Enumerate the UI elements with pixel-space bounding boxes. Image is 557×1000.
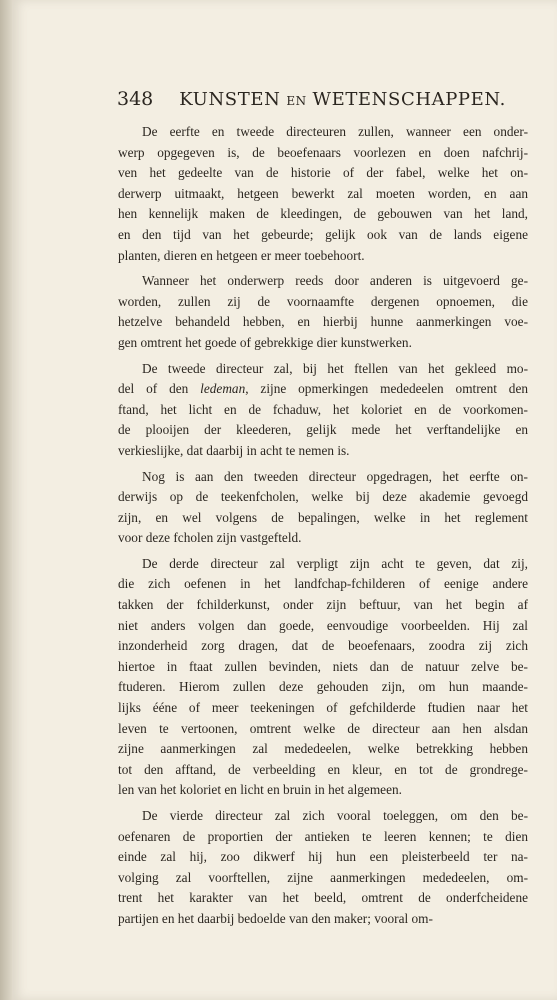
text-line: hetzelve behandeld hebben, en hierbij hunne aanmerkingen voe-	[118, 314, 528, 330]
text-line: die zich oefenen in het landfchap-fchilderen of eenige andere	[118, 576, 528, 592]
text-line: takken der fchilderkunst, onder zijn beftuur, van het begin af	[118, 597, 528, 613]
running-title-conjunction: EN	[286, 94, 307, 108]
running-title-part1: KUNSTEN	[179, 89, 281, 110]
text-line: tot den afftand, de verbeelding en kleur, en tot de grondrege-	[118, 761, 528, 777]
text-line: einde zal hij, zoo dikwerf hij hun een pleisterbeeld ter na-	[118, 849, 528, 865]
text-line: del of den ledeman, zijne opmerkingen mededeelen omtrent den	[118, 381, 528, 397]
body-text	[118, 122, 528, 935]
text-line: verkieslijke, dat daarbij in acht te nemen is.	[118, 442, 350, 458]
text-line: volging zal voorftellen, zijne aanmerkingen mededeelen, om-	[118, 869, 528, 885]
text-line: inzonderheid zorg dragen, dat de beoefenaars, zoodra zij zich	[118, 638, 528, 654]
text-line: de plooijen der kleederen, gelijk mede het verftandelijke en	[118, 422, 528, 438]
running-title	[179, 89, 506, 110]
text-line: niet anders volgen dan goede, eenvoudige voorbeelden. Hij zal	[118, 617, 528, 633]
text-line: hen kennelijk maken de kleedingen, de gebouwen van het land,	[118, 206, 528, 222]
text-line: derwerp uitmaakt, hetgeen bewerkt zal moeten worden, en aan	[118, 185, 528, 201]
text-line: len van het koloriet en licht en bruin in het algemeen.	[118, 782, 402, 798]
text-line: leven te vertoonen, omtrent welke de directeur aan hen alsdan	[118, 720, 528, 736]
text-line: werp opgegeven is, de beoefenaars voorlezen en doen nafchrij-	[118, 144, 528, 160]
text-line: oefenaren de proportien der antieken te leeren kennen; te dien	[118, 828, 528, 844]
text-line: De tweede directeur zal, bij het ftellen van het gekleed mo-	[142, 360, 528, 376]
paragraph	[118, 359, 528, 462]
text-line: De derde directeur zal verpligt zijn acht te geven, dat zij,	[142, 555, 528, 571]
text-line: en den tijd van het gebeurde; gelijk ook van de lands eigene	[118, 226, 528, 242]
text-line: ftuderen. Hierom zullen deze gehouden zijn, om hun maande-	[118, 679, 528, 695]
text-line: zijne aanmerkingen zal mededeelen, welke betrekking hebben	[118, 741, 528, 757]
text-line: planten, dieren en hetgeen er meer toebehoort.	[118, 247, 365, 263]
text-line: worden, zullen zij de voornaamfte dergenen opnoemen, die	[118, 293, 528, 309]
paragraph	[118, 554, 528, 801]
paragraph	[118, 467, 528, 549]
page-number: 348	[117, 88, 154, 110]
text-line: derwijs op de teekenfcholen, welke bij deze akademie gevoegd	[118, 489, 528, 505]
text-line: ven het gedeelte van de historie of der fabel, welke het on-	[118, 165, 528, 181]
paragraph	[118, 806, 528, 930]
text-line: gen omtrent het goede of gebrekkige dier kunstwerken.	[118, 334, 412, 350]
text-line: De vierde directeur zal zich vooral toeleggen, om den be-	[142, 808, 528, 823]
text-line: zijn, en wel volgens de bepalingen, welke in het reglement	[118, 509, 528, 525]
text-line: partijen en het daarbij bedoelde van den maker; vooral om-	[118, 910, 433, 926]
paragraph	[118, 271, 528, 353]
text-line: hiertoe in ftaat zullen bevinden, niets dan de natuur zelve be-	[118, 658, 528, 674]
page-gutter	[0, 0, 12, 1000]
text-line: Wanneer het onderwerp reeds door anderen is uitgevoerd ge-	[142, 273, 528, 289]
running-title-part2: WETENSCHAPPEN.	[312, 89, 506, 110]
text-line: De eerfte en tweede directeuren zullen, wanneer een onder-	[142, 124, 528, 139]
text-line: Nog is aan den tweeden directeur opgedragen, het eerfte on-	[142, 468, 528, 484]
text-line: lijks ééne of meer teekeningen of gefchilderde ftudien naar het	[118, 700, 528, 716]
text-line: ftand, het licht en de fchaduw, het koloriet en de voorkomen-	[118, 401, 528, 417]
text-line: voor deze fcholen zijn vastgefteld.	[118, 530, 302, 546]
running-header	[117, 88, 506, 110]
text-line: trent het karakter van het beeld, omtrent de onderfcheidene	[118, 890, 528, 906]
paragraph	[118, 122, 528, 266]
